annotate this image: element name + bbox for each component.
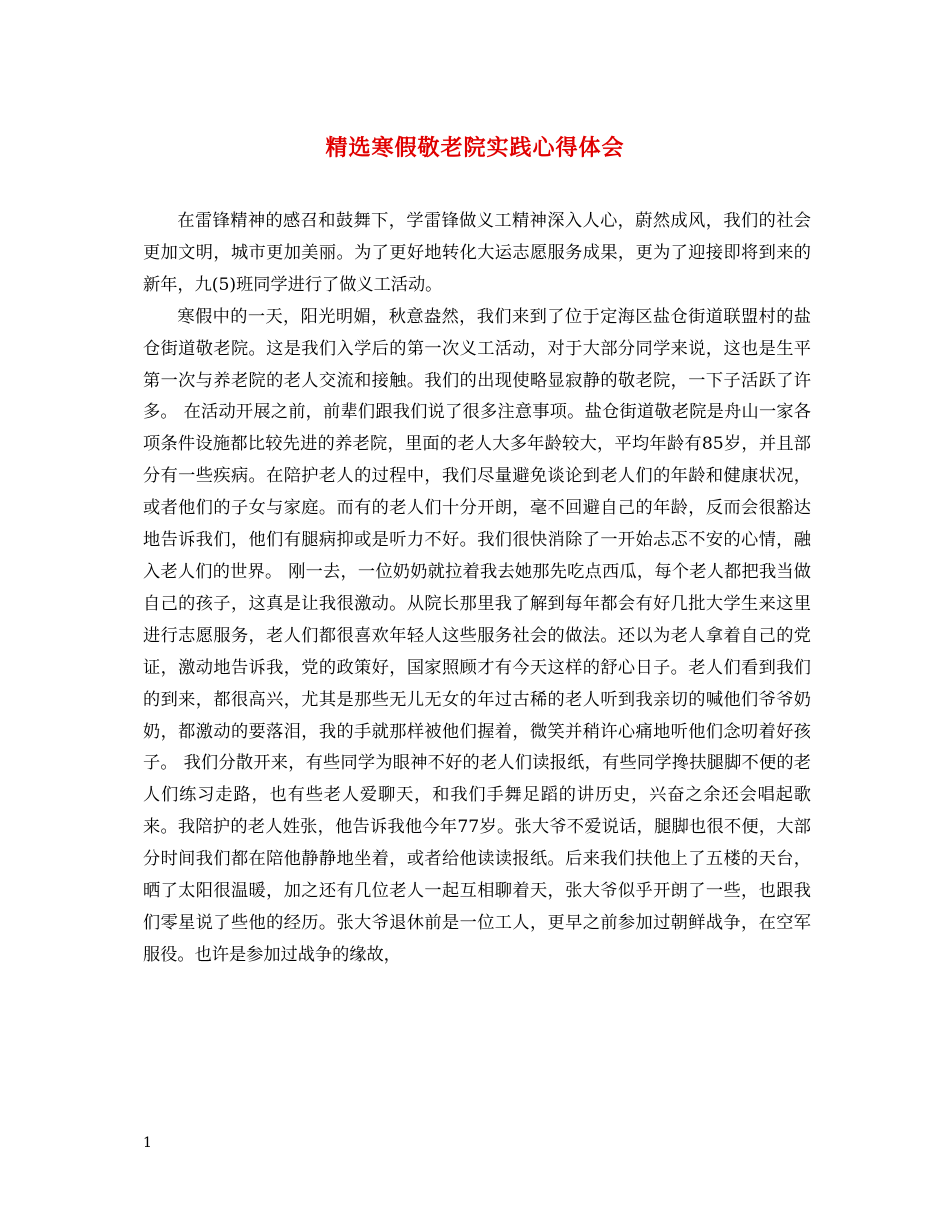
paragraph-1: 在雷锋精神的感召和鼓舞下，学雷锋做义工精神深入人心，蔚然成风，我们的社会更加文明，城市更加美丽。为了更好地转化大运志愿服务成果，更为了迎接即将到来的新年，九(5)班同学进行了做义工活动。: [143, 211, 811, 295]
paragraph-2: 寒假中的一天，阳光明媚，秋意盎然，我们来到了位于定海区盐仓街道联盟村的盐仓街道敬老院。这是我们入学后的第一次义工活动，对于大部分同学来说，这也是生平第一次与养老院的老人交流和接触。我们的出现使略显寂静的敬老院，一下子活跃了许多。 在活动开展之前，前辈们跟我们说了很多注意事项。盐仓街道敬老院是舟山一家各项条件设施都比较先进的养老院，里面的老人大多年龄较大，平均年龄有85岁，并且部分有一些疾病。在陪护老人的过程中，我们尽量避免谈论到老人们的年龄和健康状况，或者他们的子女与家庭。而有的老人们十分开朗，毫不回避自己的年龄，反而会很豁达地告诉我们，他们有腿病抑或是听力不好。我们很快消除了一开始忐忑不安的心情，融入老人们的世界。 刚一去，一位奶奶就拉着我去她那先吃点西瓜，每个老人都把我当做自己的孩子，这真是让我很激动。从院长那里我了解到每年都会有好几批大学生来这里进行志愿服务，老人们都很喜欢年轻人这些服务社会的做法。还以为老人拿着自己的党证，激动地告诉我，党的政策好，国家照顾才有今天这样的舒心日子。老人们看到我们的到来，都很高兴，尤其是那些无儿无女的年过古稀的老人听到我亲切的喊他们爷爷奶奶，都激动的要落泪，我的手就那样被他们握着，微笑并稍许心痛地听他们念叨着好孩子。 我们分散开来，有些同学为眼神不好的老人们读报纸，有些同学搀扶腿脚不便的老人们练习走路，也有些老人爱聊天，和我们手舞足蹈的讲历史，兴奋之余还会唱起歌来。我陪护的老人姓张，他告诉我他今年77岁。张大爷不爱说话，腿脚也很不便，大部分时间我们都在陪他静静地坐着，或者给他读读报纸。后来我们扶他上了五楼的天台，晒了太阳很温暖，加之还有几位老人一起互相聊着天，张大爷似乎开朗了一些，也跟我们零星说了些他的经历。张大爷退休前是一位工人，更早之前参加过朝鲜战争，在空军服役。也许是参加过战争的缘故，: [143, 306, 811, 965]
document-body: [143, 206, 811, 972]
page-number: 1: [143, 1135, 152, 1151]
document-title: 精选寒假敬老院实践心得体会: [325, 135, 625, 161]
